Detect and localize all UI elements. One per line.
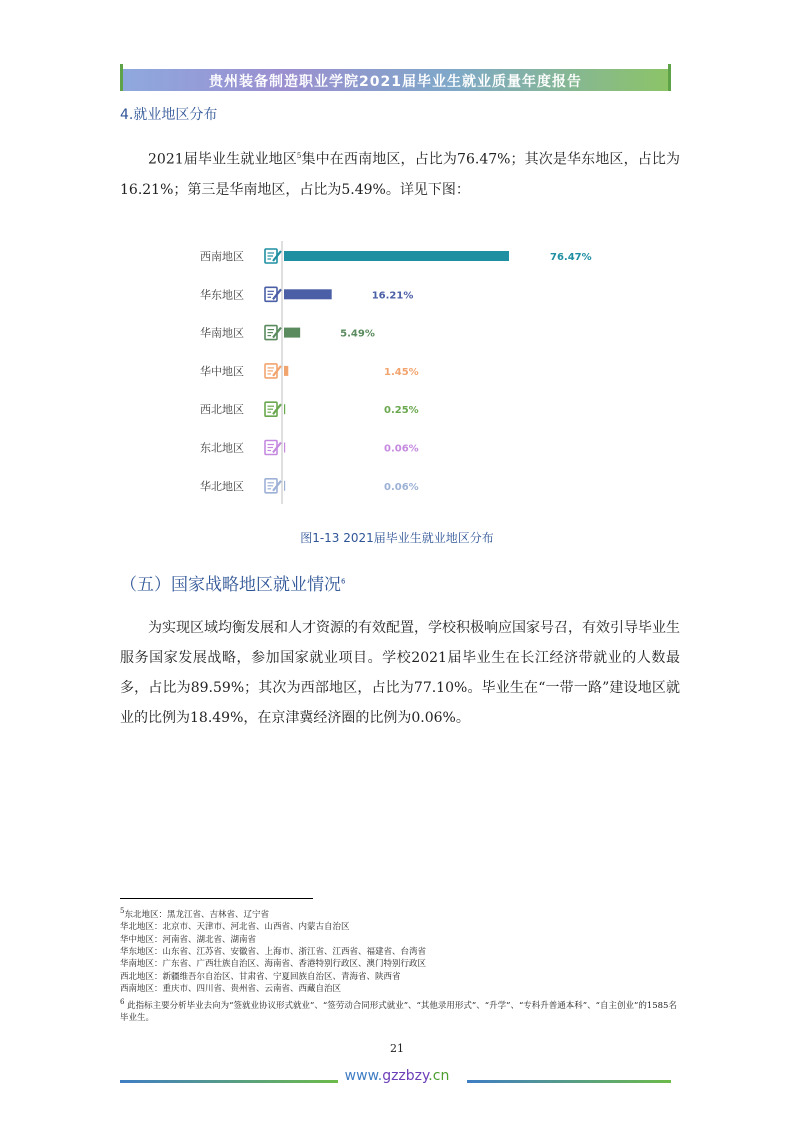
note-edit-icon xyxy=(265,479,281,493)
category-label: 华中地区 xyxy=(200,364,244,378)
footnote-line xyxy=(120,983,680,995)
footnote-line xyxy=(120,905,680,921)
category-label: 华北地区 xyxy=(200,479,244,493)
footnote-text: 华南地区：广东省、广西壮族自治区、海南省、香港特别行政区、澳门特别行政区 xyxy=(120,959,427,970)
employment-region-paragraph xyxy=(120,141,680,205)
value-label: 0.06% xyxy=(384,481,419,493)
category-label: 西南地区 xyxy=(200,250,244,263)
footnote-text: 西北地区：新疆维吾尔自治区、甘肃省、宁夏回族自治区、青海省、陕西省 xyxy=(120,971,401,982)
bar xyxy=(284,366,288,376)
footnote-line xyxy=(120,996,680,1025)
value-label: 5.49% xyxy=(340,328,375,340)
footnotes xyxy=(120,905,680,1024)
footnote-text: 此指标主要分析毕业去向为“签就业协议形式就业”、“签劳动合同形式就业”、“其他录用形式”、“升学”、“专科升普通本科”、“自主创业”的1585名毕业生。 xyxy=(120,1000,677,1023)
note-edit-icon xyxy=(265,326,281,340)
section-heading-employment-region: 4.就业地区分布 xyxy=(120,107,218,123)
bar xyxy=(284,481,285,491)
note-edit-icon xyxy=(265,249,281,263)
bar xyxy=(284,443,285,453)
footnote-text: 华东地区：山东省、江苏省、安徽省、上海市、浙江省、江西省、福建省、台湾省 xyxy=(120,947,427,958)
footnote-separator xyxy=(120,898,313,899)
footnote-text: 西南地区：重庆市、四川省、贵州省、云南省、西藏自治区 xyxy=(120,984,342,995)
value-label: 0.06% xyxy=(384,443,419,455)
bar xyxy=(284,328,300,338)
paragraph-text-end: 集中在西南地区，占比为76.47%；其次是华东地区，占比为16.21%；第三是华南地区，占比为5.49%。详见下图： xyxy=(120,151,680,198)
category-label: 华南地区 xyxy=(200,326,244,340)
footer-website[interactable] xyxy=(0,1068,794,1084)
value-label: 16.21% xyxy=(371,290,414,302)
note-edit-icon xyxy=(265,402,281,416)
footnote-line xyxy=(120,946,680,958)
figure-caption: 图1-13 2021届毕业生就业地区分布 xyxy=(300,531,494,545)
footer-url-domain: gzzbzy xyxy=(382,1068,429,1084)
footer-url-prefix: www. xyxy=(344,1068,383,1084)
section-heading-national-strategy xyxy=(120,570,345,595)
national-strategy-paragraph: 为实现区域均衡发展和人才资源的有效配置，学校积极响应国家号召，有效引导毕业生服务国家发展战略，参加国家就业项目。学校2021届毕业生在长江经济带就业的人数最多，占比为89.59%；其次为西部地区，占比为77.10%。毕业生在“一带一路”建设地区就业的比例为18.49%，在京津冀经济圈的比例为0.06%。 xyxy=(120,620,680,726)
value-label: 76.47% xyxy=(550,252,592,263)
region-distribution-chart xyxy=(170,236,630,506)
bar xyxy=(284,404,285,414)
bar xyxy=(284,251,509,261)
value-label: 1.45% xyxy=(384,366,419,378)
footer-url-suffix: .cn xyxy=(428,1068,450,1084)
footnote-line xyxy=(120,921,680,933)
footnote-ref-5[interactable]: 5 xyxy=(296,152,302,160)
footnote-line xyxy=(120,934,680,946)
value-label: 0.25% xyxy=(384,405,419,417)
bar xyxy=(284,289,332,299)
note-edit-icon xyxy=(265,441,281,455)
footnote-marker: 6 xyxy=(120,997,125,1006)
footnote-text: 华北地区：北京市、天津市、河北省、山西省、内蒙古自治区 xyxy=(120,922,350,933)
note-edit-icon xyxy=(265,287,281,301)
category-label: 西北地区 xyxy=(200,403,244,417)
footnote-line xyxy=(120,958,680,970)
note-edit-icon xyxy=(265,364,281,378)
page-number: 21 xyxy=(390,1042,404,1055)
footnote-ref-6[interactable]: 6 xyxy=(341,577,346,586)
section-heading-text: （五）国家战略地区就业情况 xyxy=(120,575,341,595)
paragraph-text-start: 2021届毕业生就业地区 xyxy=(148,151,297,168)
footnote-text: 东北地区：黑龙江省、吉林省、辽宁省 xyxy=(124,909,269,920)
category-label: 华东地区 xyxy=(200,288,244,302)
header-title: 贵州装备制造职业学院2021届毕业生就业质量年度报告 xyxy=(209,74,582,90)
footnote-text: 华中地区：河南省、湖北省、湖南省 xyxy=(120,934,257,945)
footnote-line xyxy=(120,971,680,983)
footnote-marker: 5 xyxy=(120,907,125,915)
category-label: 东北地区 xyxy=(200,441,244,455)
